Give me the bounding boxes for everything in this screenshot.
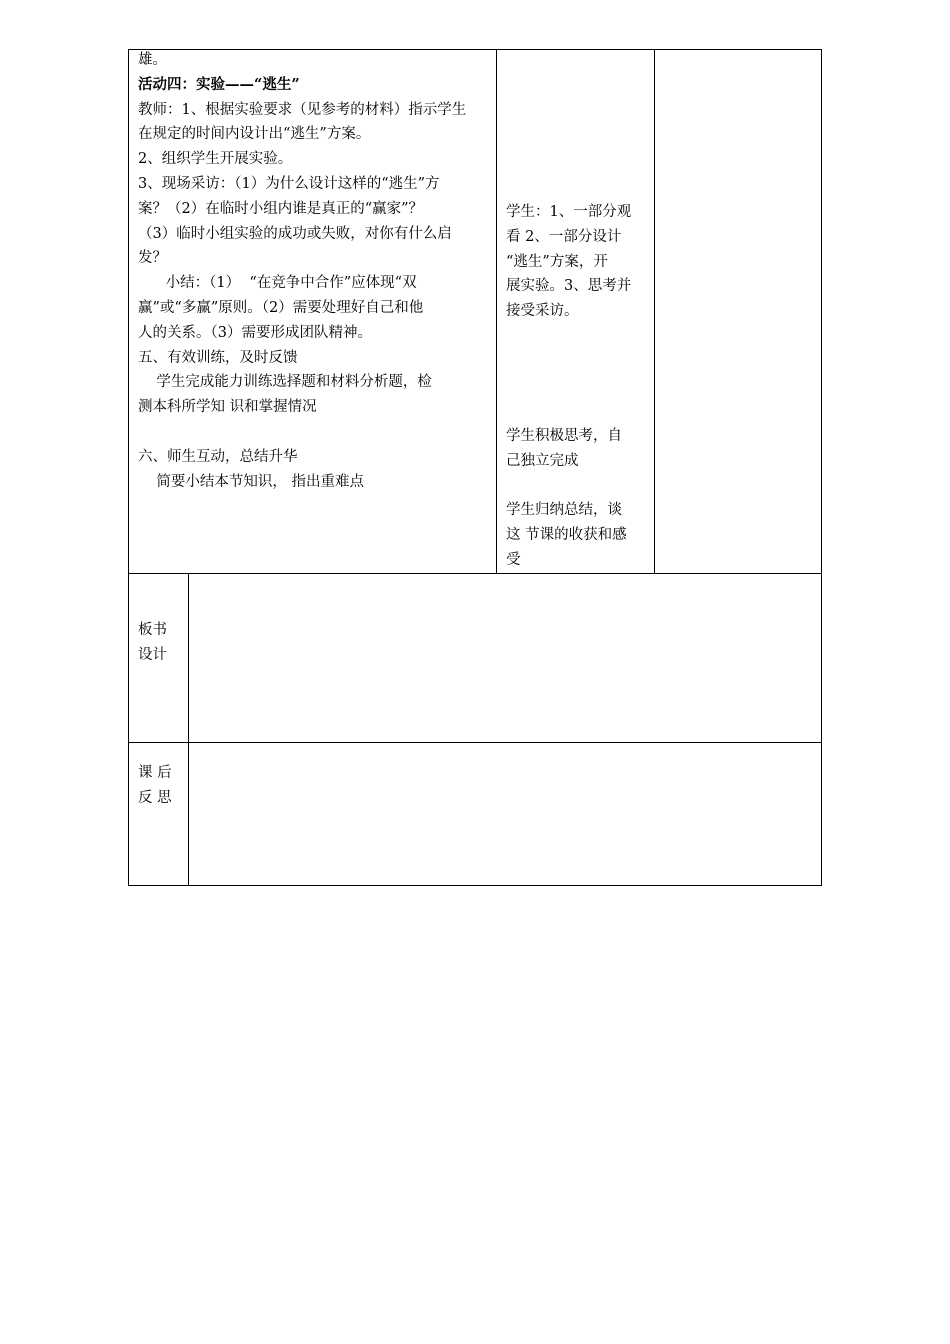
student-text-line: 展实验。3、思考并 (506, 278, 632, 295)
teacher-text-line: 测本科所学知 识和掌握情况 (138, 399, 317, 416)
teacher-text-line: 小结：（1） “在竞争中合作”应体现“双 (138, 275, 417, 292)
student-text-line: 学生积极思考，自 (506, 428, 622, 444)
student-text-line: “逃生”方案，开 (506, 253, 608, 270)
teacher-text-line: 人的关系。（3）需要形成团队精神。 (138, 324, 372, 341)
teacher-text-line: 学生完成能力训练选择题和材料分析题，检 (138, 374, 432, 391)
table-border-left (128, 49, 129, 886)
reflection-label-line2: 反 思 (138, 790, 172, 806)
teacher-text-line: 六、师生互动，总结升华 (138, 448, 298, 465)
student-text-line: 接受采访。 (506, 303, 579, 320)
teacher-text-line: 五、有效训练，及时反馈 (138, 349, 298, 366)
teacher-text-line: 发？ (138, 250, 167, 267)
teacher-text-line: 活动四：实验——“逃生” (138, 75, 300, 93)
teacher-text-line: 赢”或“多赢”原则。（2）需要处理好自己和他 (138, 300, 424, 316)
teacher-text-line: 简要小结本节知识， 指出重难点 (138, 473, 365, 490)
student-text-line: 学生归纳总结，谈 (506, 502, 622, 518)
table-border-right (821, 49, 822, 886)
teacher-text-line: 案？（2）在临时小组内谁是真正的“赢家”？ (138, 200, 424, 217)
board-design-label-line1: 板书 (138, 622, 167, 638)
student-text-line: 己独立完成 (506, 452, 579, 469)
board-design-label-line2: 设计 (138, 647, 167, 663)
teacher-text-line: 3、现场采访：（1）为什么设计这样的“逃生”方 (138, 176, 440, 192)
notes-cell (655, 50, 821, 573)
board-design-content (189, 574, 821, 742)
teacher-text-line: 教师：1、根据实验要求（见参考的材料）指示学生 (138, 101, 467, 118)
teacher-text-line: 2、组织学生开展实验。 (138, 151, 293, 168)
teacher-text-line: 在规定的时间内设计出“逃生”方案。 (138, 126, 371, 143)
teacher-text-line: 雄。 (138, 52, 167, 68)
student-text-line: 学生：1、一部分观 (506, 204, 632, 220)
reflection-label-line1: 课 后 (138, 765, 172, 781)
teacher-text-line: （3）临时小组实验的成功或失败，对你有什么启 (138, 225, 452, 242)
student-text-line: 看 2、一部分设计 (506, 228, 622, 245)
column-divider-1 (496, 49, 497, 574)
student-text-line: 受 (506, 551, 521, 568)
student-text-line: 这 节课的收获和感 (506, 526, 627, 543)
table-border-bottom (128, 885, 822, 886)
reflection-content (189, 743, 821, 885)
